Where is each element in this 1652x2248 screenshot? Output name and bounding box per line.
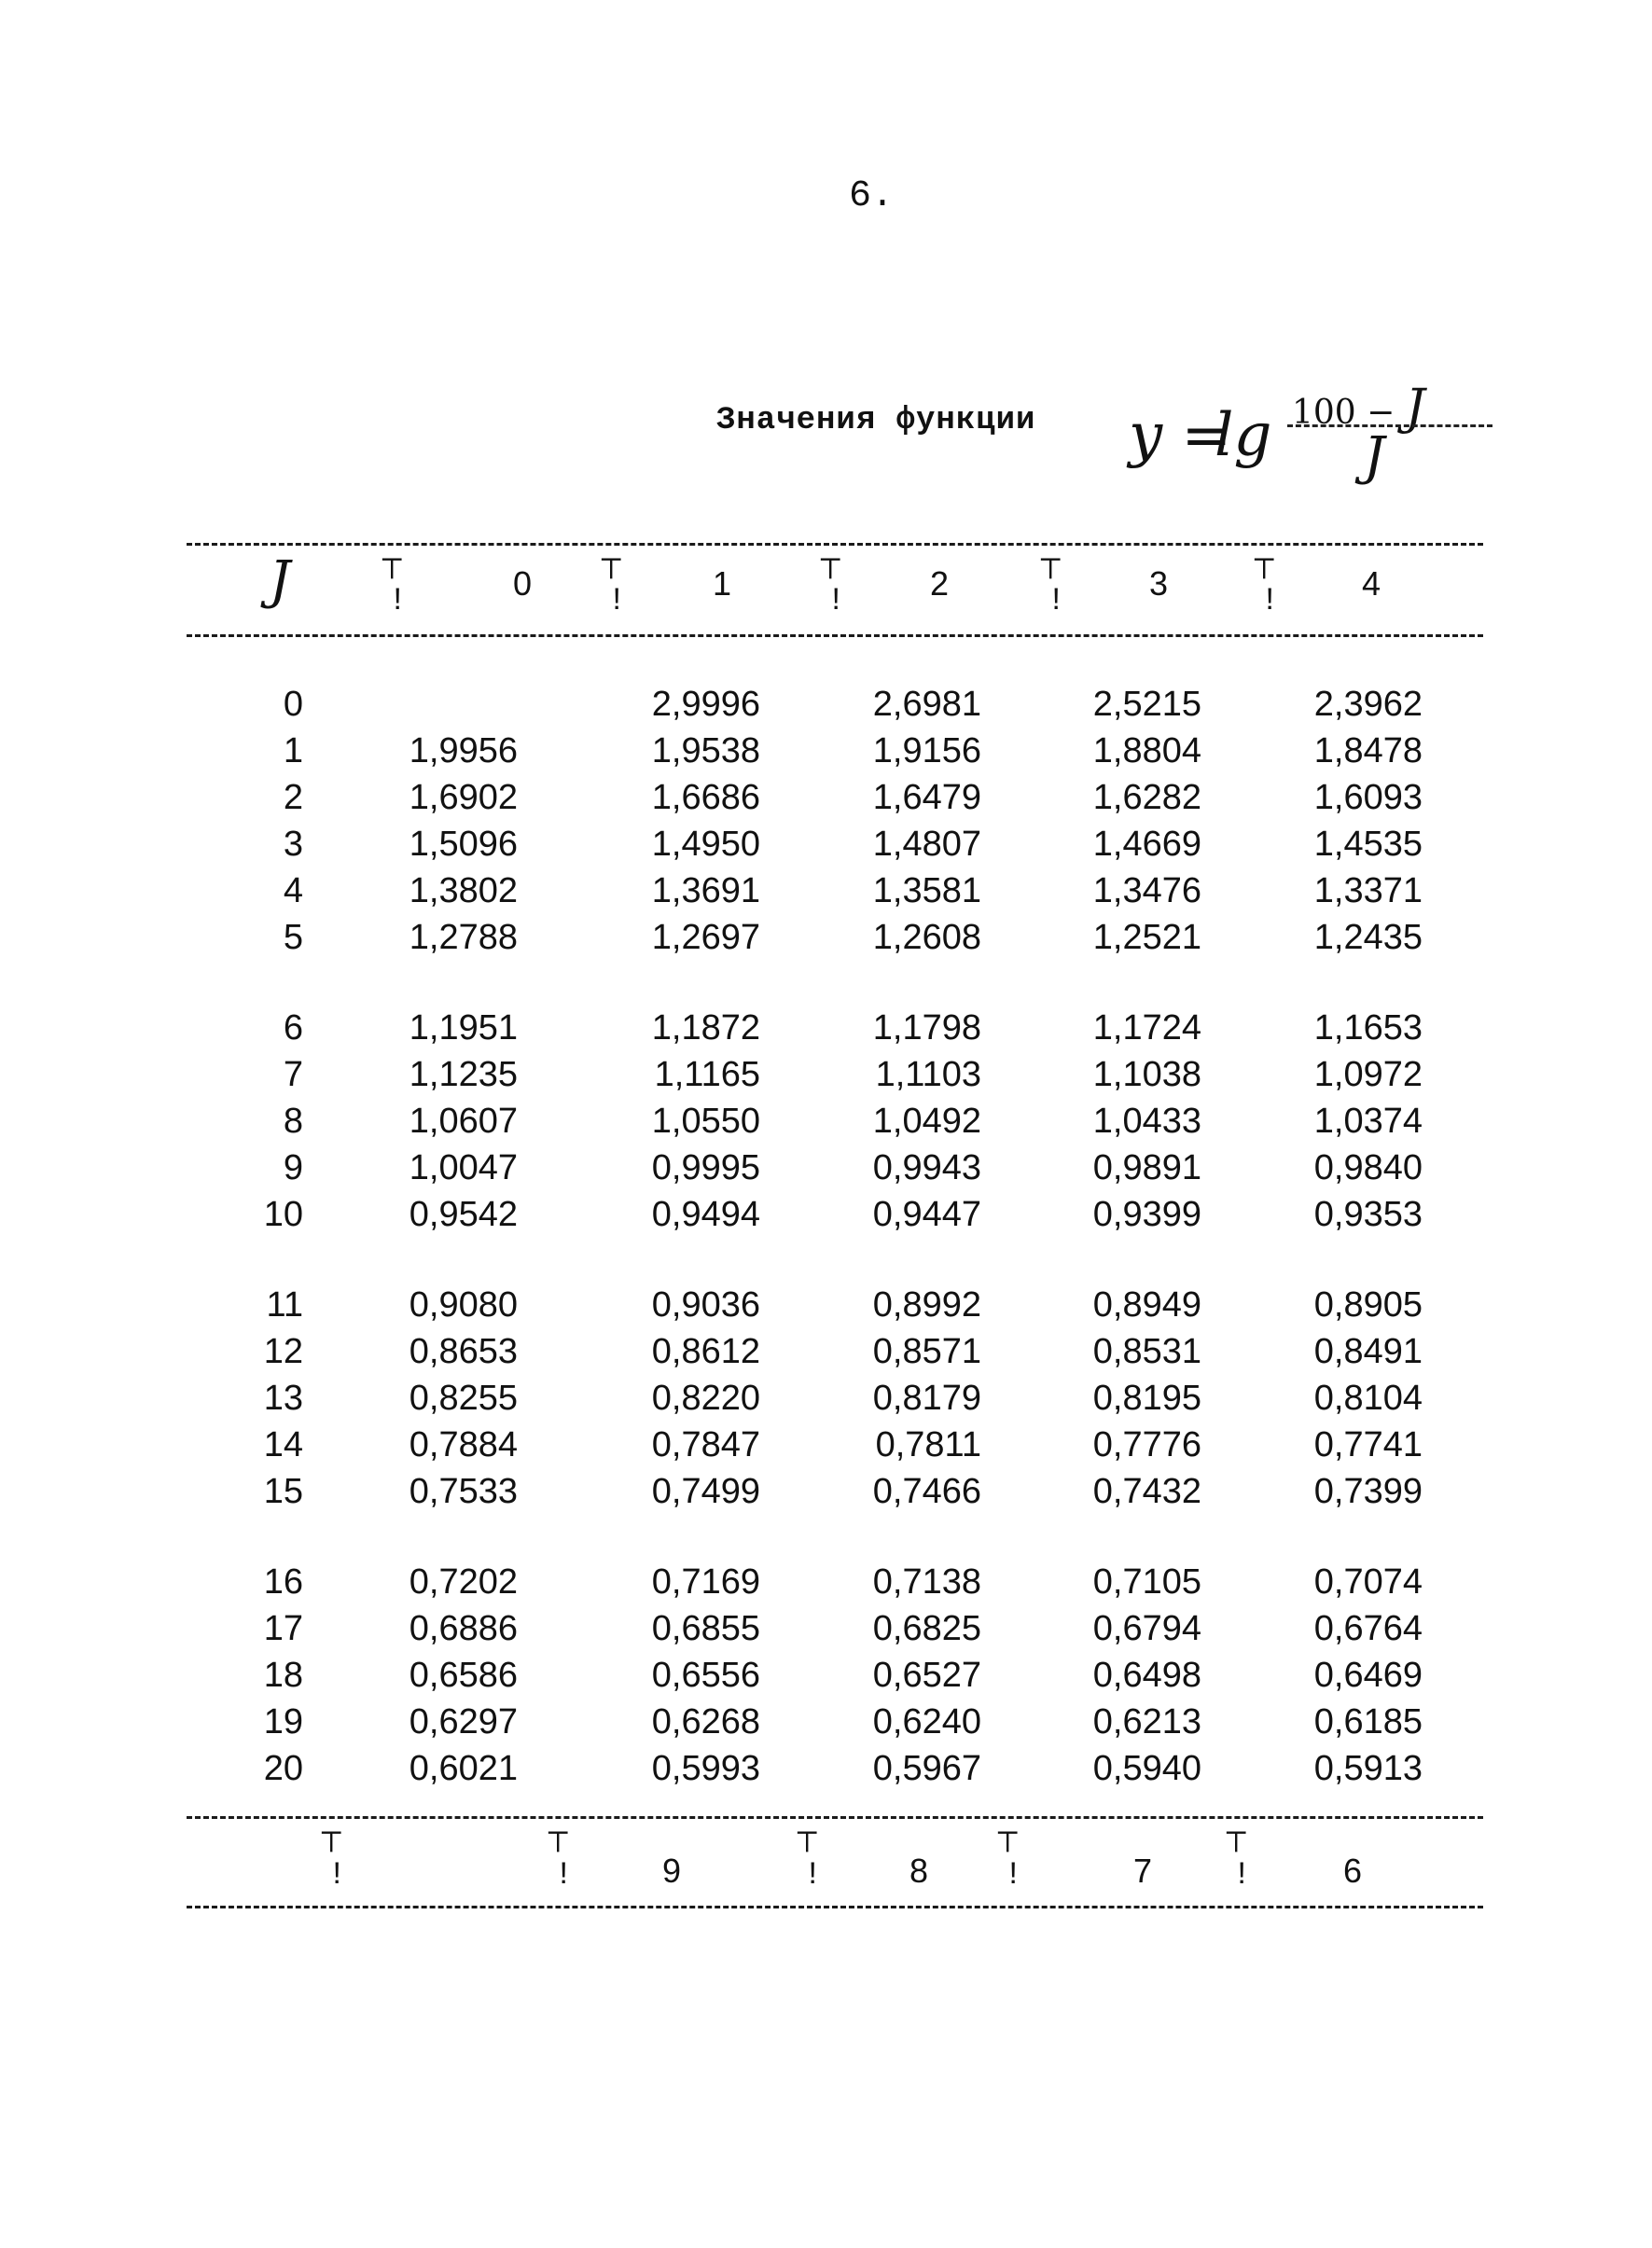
- table-cell: 0,9943: [872, 1148, 981, 1187]
- footer-col-8: 8: [909, 1852, 929, 1890]
- table-cell: 1,0374: [1313, 1102, 1423, 1141]
- table-cell: 0,7169: [651, 1562, 760, 1602]
- row-index: 2: [283, 778, 303, 817]
- table-cell: 1,1951: [409, 1008, 518, 1048]
- footer-col-9: 9: [661, 1852, 682, 1890]
- table-cell: 0,6764: [1313, 1609, 1423, 1648]
- table-cell: 1,9956: [409, 731, 518, 770]
- header-col-0: 0: [512, 564, 533, 603]
- table-cell: 0,9353: [1313, 1195, 1423, 1234]
- table-cell: 1,6686: [651, 778, 760, 817]
- table-row: [0, 1699, 1652, 1745]
- footer-separator: !: [803, 1858, 823, 1894]
- table-cell: 0,8905: [1313, 1285, 1423, 1325]
- table-cell: 0,9995: [651, 1148, 760, 1187]
- table-cell: 0,9494: [651, 1195, 760, 1234]
- row-index: 15: [263, 1472, 303, 1511]
- table-cell: 0,8491: [1313, 1332, 1423, 1371]
- table-cell: 0,7884: [409, 1425, 518, 1464]
- row-index: 1: [283, 731, 303, 770]
- table-cell: 0,9080: [409, 1285, 518, 1325]
- row-index: 18: [263, 1656, 303, 1695]
- row-index: 10: [263, 1195, 303, 1234]
- row-index: 14: [263, 1425, 303, 1464]
- table-cell: 0,6240: [872, 1702, 981, 1742]
- table-row: [0, 1468, 1652, 1515]
- table-cell: 0,9399: [1092, 1195, 1201, 1234]
- table-cell: 0,7074: [1313, 1562, 1423, 1602]
- table-row: [0, 1191, 1652, 1238]
- table-cell: 2,5215: [1092, 685, 1201, 724]
- formula-denominator: J: [1364, 426, 1385, 487]
- footer-separator: ┬: [548, 1817, 568, 1853]
- header-separator: ┬: [602, 544, 621, 579]
- table-cell: 0,8195: [1092, 1379, 1201, 1418]
- table-cell: 0,6556: [651, 1656, 760, 1695]
- formula-fraction-bar: [1287, 424, 1492, 427]
- footer-col-7: 7: [1132, 1852, 1153, 1890]
- header-col-3: 3: [1148, 564, 1169, 603]
- table-cell: 0,9036: [651, 1285, 760, 1325]
- table-cell: 0,8992: [872, 1285, 981, 1325]
- table-row: [0, 1282, 1652, 1328]
- table-cell: 1,8804: [1092, 731, 1201, 770]
- header-col-1: 1: [712, 564, 732, 603]
- table-cell: 1,0492: [872, 1102, 981, 1141]
- footer-separator: ┬: [1227, 1817, 1246, 1853]
- footer-separator: !: [327, 1858, 347, 1894]
- table-cell: 1,1103: [875, 1055, 981, 1094]
- table-row: [0, 1051, 1652, 1098]
- table-row: [0, 1145, 1652, 1191]
- table-cell: 1,6282: [1092, 778, 1201, 817]
- table-cell: 1,1038: [1092, 1055, 1201, 1094]
- footer-separator: !: [554, 1858, 574, 1894]
- table-cell: 1,1798: [872, 1008, 981, 1048]
- header-separator: !: [1260, 584, 1280, 619]
- header-col-4: 4: [1361, 564, 1381, 603]
- table-cell: 0,7399: [1313, 1472, 1423, 1511]
- table-row: [0, 1652, 1652, 1699]
- table-cell: 1,4950: [651, 825, 760, 864]
- row-index: 4: [283, 871, 303, 910]
- table-cell: 0,6886: [409, 1609, 518, 1648]
- table-cell: 0,7533: [409, 1472, 518, 1511]
- row-index: 19: [263, 1702, 303, 1742]
- table-cell: 1,1653: [1313, 1008, 1423, 1048]
- table-cell: 0,8104: [1313, 1379, 1423, 1418]
- table-cell: 1,0607: [409, 1102, 518, 1141]
- header-separator: ┬: [382, 544, 402, 579]
- header-separator: ┬: [1255, 544, 1274, 579]
- footer-separator: !: [1004, 1858, 1023, 1894]
- table-cell: 0,8949: [1092, 1285, 1201, 1325]
- table-cell: 1,3476: [1092, 871, 1201, 910]
- table-cell: 0,7847: [651, 1425, 760, 1464]
- table-cell: 1,4535: [1313, 825, 1423, 864]
- table-cell: 1,2435: [1313, 918, 1423, 957]
- header-separator: ┬: [821, 544, 840, 579]
- table-cell: 0,5913: [1313, 1749, 1423, 1788]
- table-cell: 0,6185: [1313, 1702, 1423, 1742]
- table-cell: 0,6213: [1092, 1702, 1201, 1742]
- table-cell: 1,1872: [651, 1008, 760, 1048]
- formula-numerator-var: J: [1405, 380, 1425, 436]
- table-cell: 0,6297: [409, 1702, 518, 1742]
- table-cell: 1,1235: [409, 1055, 518, 1094]
- table-cell: 0,8220: [651, 1379, 760, 1418]
- table-cell: 0,8612: [651, 1332, 760, 1371]
- row-index: 11: [266, 1285, 303, 1325]
- header-separator: !: [1047, 584, 1066, 619]
- table-cell: 0,8255: [409, 1379, 518, 1418]
- header-variable-label: J: [269, 550, 291, 611]
- row-index: 17: [263, 1609, 303, 1648]
- table-cell: 0,6268: [651, 1702, 760, 1742]
- table-cell: 0,5967: [872, 1749, 981, 1788]
- header-separator: !: [826, 584, 846, 619]
- table-cell: 1,6902: [409, 778, 518, 817]
- table-cell: 0,7811: [875, 1425, 981, 1464]
- row-index: 9: [283, 1148, 303, 1187]
- table-cell: 1,2788: [409, 918, 518, 957]
- table-cell: 1,9156: [872, 731, 981, 770]
- header-separator: ┬: [1041, 544, 1061, 579]
- table-cell: 1,6093: [1313, 778, 1423, 817]
- table-row: [0, 1559, 1652, 1605]
- table-cell: 1,6479: [872, 778, 981, 817]
- table-cell: 1,0550: [651, 1102, 760, 1141]
- table-cell: 2,6981: [872, 685, 981, 724]
- table-cell: 1,0047: [409, 1148, 518, 1187]
- table-cell: 0,6586: [409, 1656, 518, 1695]
- table-cell: 0,5993: [651, 1749, 760, 1788]
- table-row: [0, 1422, 1652, 1468]
- table-cell: 0,8571: [872, 1332, 981, 1371]
- row-index: 12: [263, 1332, 303, 1371]
- table-row: [0, 728, 1652, 774]
- table-cell: 1,2608: [872, 918, 981, 957]
- table-row: [0, 681, 1652, 728]
- header-bottom-rule: [187, 634, 1483, 637]
- row-index: 8: [283, 1102, 303, 1141]
- table-cell: 0,9447: [872, 1195, 981, 1234]
- table-cell: 0,8179: [872, 1379, 981, 1418]
- table-cell: 0,7776: [1092, 1425, 1201, 1464]
- formula-numerator: [1292, 380, 1425, 436]
- table-cell: 0,9542: [409, 1195, 518, 1234]
- row-index: 7: [283, 1055, 303, 1094]
- table-cell: 0,7466: [872, 1472, 981, 1511]
- table-cell: 0,9840: [1313, 1148, 1423, 1187]
- table-cell: 1,8478: [1313, 731, 1423, 770]
- table-row: [0, 1745, 1652, 1792]
- footer-bottom-rule: [187, 1906, 1483, 1908]
- table-row: [0, 1328, 1652, 1375]
- page-number: 6.: [849, 175, 895, 217]
- table-cell: 1,3802: [409, 871, 518, 910]
- table-cell: 1,1165: [654, 1055, 760, 1094]
- table-cell: 0,6794: [1092, 1609, 1201, 1648]
- table-cell: 0,9891: [1092, 1148, 1201, 1187]
- formula-fn: lg: [1215, 401, 1272, 470]
- table-cell: 0,8653: [409, 1332, 518, 1371]
- header-separator: !: [388, 584, 408, 619]
- row-index: 20: [263, 1749, 303, 1788]
- table-cell: 0,6469: [1313, 1656, 1423, 1695]
- table-row: [0, 867, 1652, 914]
- table-title: Значения функции: [716, 403, 1036, 438]
- table-cell: 0,7105: [1092, 1562, 1201, 1602]
- table-row: [0, 914, 1652, 961]
- table-cell: 1,4669: [1092, 825, 1201, 864]
- table-row: [0, 1098, 1652, 1145]
- table-cell: 1,5096: [409, 825, 518, 864]
- footer-separator: !: [1232, 1858, 1252, 1894]
- formula-lhs: y =: [1129, 401, 1232, 470]
- table-cell: 1,3581: [872, 871, 981, 910]
- table-row: [0, 1375, 1652, 1422]
- row-index: 3: [283, 825, 303, 864]
- table-cell: 0,7432: [1092, 1472, 1201, 1511]
- table-cell: 0,6021: [409, 1749, 518, 1788]
- table-cell: 1,2521: [1092, 918, 1201, 957]
- table-row: [0, 774, 1652, 821]
- table-cell: 0,6498: [1092, 1656, 1201, 1695]
- header-col-2: 2: [929, 564, 950, 603]
- table-cell: 0,7202: [409, 1562, 518, 1602]
- footer-separator: ┬: [322, 1817, 341, 1853]
- table-cell: 1,4807: [872, 825, 981, 864]
- table-cell: 0,7741: [1313, 1425, 1423, 1464]
- table-row: [0, 1005, 1652, 1051]
- table-cell: 0,7499: [651, 1472, 760, 1511]
- table-cell: 0,6825: [872, 1609, 981, 1648]
- table-cell: 0,8531: [1092, 1332, 1201, 1371]
- footer-separator: ┬: [798, 1817, 817, 1853]
- table-cell: 1,0972: [1313, 1055, 1423, 1094]
- row-index: 13: [263, 1379, 303, 1418]
- table-cell: 0,6527: [872, 1656, 981, 1695]
- formula-numerator-const: 100 −: [1292, 394, 1395, 432]
- table-cell: 1,3371: [1313, 871, 1423, 910]
- table-cell: 0,6855: [651, 1609, 760, 1648]
- table-cell: 0,7138: [872, 1562, 981, 1602]
- row-index: 5: [283, 918, 303, 957]
- table-cell: 1,1724: [1092, 1008, 1201, 1048]
- table-cell: 1,2697: [651, 918, 760, 957]
- table-cell: 1,3691: [651, 871, 760, 910]
- footer-col-6: 6: [1342, 1852, 1363, 1890]
- table-cell: 2,3962: [1313, 685, 1423, 724]
- table-cell: 1,0433: [1092, 1102, 1201, 1141]
- footer-separator: ┬: [998, 1817, 1018, 1853]
- table-cell: 1,9538: [651, 731, 760, 770]
- table-cell: 2,9996: [651, 685, 760, 724]
- row-index: 16: [263, 1562, 303, 1602]
- table-row: [0, 821, 1652, 867]
- footer-top-rule: [187, 1816, 1483, 1819]
- table-row: [0, 1605, 1652, 1652]
- row-index: 6: [283, 1008, 303, 1048]
- table-cell: 0,5940: [1092, 1749, 1201, 1788]
- row-index: 0: [283, 685, 303, 724]
- header-separator: !: [607, 584, 627, 619]
